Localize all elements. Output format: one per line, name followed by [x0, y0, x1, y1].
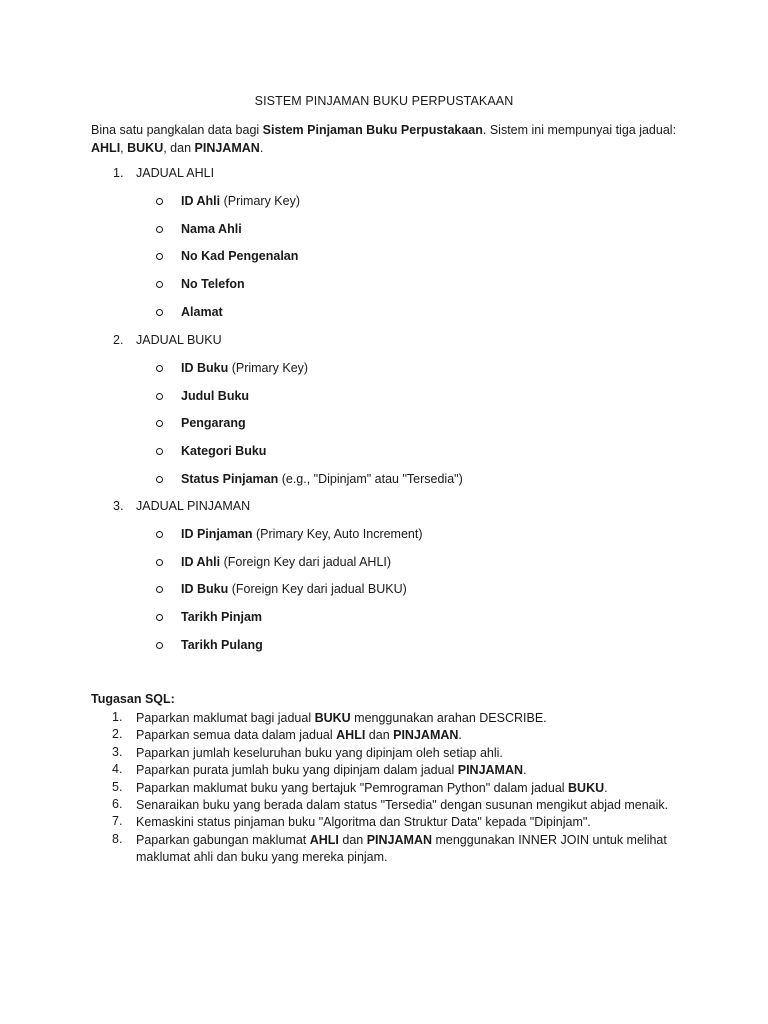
field-name: ID Buku [181, 361, 229, 375]
field-item [0, 472, 768, 490]
field-item [0, 249, 768, 267]
intro-bold-buku: BUKU [127, 141, 164, 155]
circle-bullet-icon [156, 448, 163, 455]
field-name: No Kad Pengenalan [181, 249, 299, 264]
circle-bullet-icon [156, 393, 163, 400]
field-item [0, 610, 768, 628]
field-note: (Foreign Key dari jadual BUKU) [228, 582, 407, 597]
task-text [136, 814, 696, 832]
field-name: Kategori Buku [181, 444, 267, 459]
field-item [0, 582, 768, 600]
task-text [136, 710, 696, 728]
intro-text: , dan [163, 141, 195, 155]
section-number: 2. [113, 333, 124, 347]
document-title: SISTEM PINJAMAN BUKU PERPUSTAKAAN [254, 94, 514, 108]
task-text [136, 727, 696, 745]
field-item [0, 638, 768, 656]
task-text [136, 762, 696, 780]
task-number: 7. [112, 814, 123, 829]
task-text-part: menggunakan INNER JOIN untuk melihat maklumat ahli dan buku yang mereka pinjam. [136, 832, 667, 865]
field-item [0, 389, 768, 407]
intro-text: . [259, 141, 264, 155]
circle-bullet-icon [156, 476, 163, 483]
intro-text: . Sistem ini mempunyai tiga jadual: [482, 123, 677, 137]
field-text [181, 305, 223, 319]
task-text-part: dan [338, 832, 367, 847]
task-text [136, 745, 696, 763]
field-text [181, 555, 391, 569]
field-text [181, 610, 262, 624]
task-text-part: Senaraikan buku yang berada dalam status "Tersedia" dengan susunan mengikut abjad menaik. [136, 798, 669, 812]
task-bold-term: PINJAMAN [393, 728, 459, 743]
field-item [0, 361, 768, 379]
field-text [181, 444, 266, 458]
field-name: ID Pinjaman [181, 527, 253, 541]
circle-bullet-icon [156, 281, 163, 288]
field-text [181, 361, 308, 375]
field-text [181, 582, 407, 596]
task-text-part: Paparkan jumlah keseluruhan buku yang dipinjam oleh setiap ahli. [136, 745, 503, 760]
field-text [181, 638, 263, 652]
task-text-part: . [458, 728, 462, 743]
circle-bullet-icon [156, 586, 163, 593]
intro-bold-system: Sistem Pinjaman Buku Perpustakaan [262, 123, 483, 137]
field-item [0, 222, 768, 240]
field-text [181, 389, 249, 403]
task-number: 3. [112, 744, 123, 759]
intro-bold-ahli: AHLI [91, 141, 121, 155]
tasks-heading: Tugasan SQL: [91, 692, 175, 706]
field-text [181, 249, 298, 263]
task-text-part: Paparkan gabungan maklumat [136, 832, 310, 847]
task-text [136, 832, 676, 867]
field-name: ID Buku [181, 582, 229, 597]
intro-text: Bina satu pangkalan data bagi [91, 123, 263, 137]
task-bold-term: PINJAMAN [457, 763, 524, 778]
section-header [0, 166, 768, 184]
task-bold-term: AHLI [309, 832, 339, 847]
circle-bullet-icon [156, 614, 163, 621]
field-name: ID Ahli [181, 554, 221, 569]
task-text-part: . [523, 763, 527, 778]
circle-bullet-icon [156, 642, 163, 649]
section-label: JADUAL BUKU [136, 333, 222, 347]
task-text-part: Paparkan purata jumlah buku yang dipinjam dalam jadual [136, 763, 458, 778]
section-header [0, 499, 768, 517]
field-text [181, 472, 463, 486]
field-item [0, 444, 768, 462]
field-name: Judul Buku [181, 388, 250, 403]
task-bold-term: BUKU [314, 711, 351, 725]
section-number: 1. [113, 166, 124, 180]
intro-paragraph [91, 121, 681, 157]
field-name: Nama Ahli [181, 221, 242, 236]
circle-bullet-icon [156, 420, 163, 427]
field-item [0, 305, 768, 323]
field-name: Pengarang [181, 416, 246, 431]
task-number: 4. [112, 762, 123, 777]
task-number: 6. [112, 797, 123, 811]
field-text [181, 527, 423, 541]
field-name: Tarikh Pulang [181, 637, 263, 652]
circle-bullet-icon [156, 198, 163, 205]
field-text [181, 277, 245, 291]
circle-bullet-icon [156, 226, 163, 233]
circle-bullet-icon [156, 253, 163, 260]
field-name: Tarikh Pinjam [181, 610, 263, 625]
task-text-part: . [604, 780, 608, 795]
circle-bullet-icon [156, 531, 163, 538]
task-text-part: menggunakan arahan DESCRIBE. [350, 711, 547, 725]
field-name: ID Ahli [181, 194, 221, 208]
field-note: (Primary Key) [220, 194, 300, 208]
task-bold-term: BUKU [568, 780, 605, 795]
task-text [136, 780, 696, 798]
field-note: (e.g., "Dipinjam" atau "Tersedia") [278, 471, 463, 486]
task-bold-term: PINJAMAN [366, 832, 433, 847]
field-name: Alamat [181, 304, 223, 319]
field-item [0, 194, 768, 212]
task-text-part: Paparkan semua data dalam jadual [136, 728, 337, 743]
circle-bullet-icon [156, 365, 163, 372]
section-number: 3. [113, 499, 124, 513]
field-text [181, 416, 246, 430]
task-text-part: Kemaskini status pinjaman buku "Algoritma dan Struktur Data" kepada "Dipinjam". [136, 815, 591, 830]
intro-text: , [120, 141, 128, 155]
section-label: JADUAL PINJAMAN [136, 499, 251, 513]
task-text [136, 797, 696, 815]
task-text-part: Paparkan maklumat bagi jadual [136, 711, 315, 725]
section-header [0, 333, 768, 351]
task-number: 5. [112, 779, 123, 794]
field-item [0, 277, 768, 295]
task-number: 2. [112, 727, 123, 742]
field-note: (Primary Key, Auto Increment) [252, 527, 423, 541]
task-number: 1. [112, 710, 123, 724]
circle-bullet-icon [156, 559, 163, 566]
section-label: JADUAL AHLI [136, 166, 215, 180]
task-number: 8. [112, 831, 123, 846]
intro-bold-pinjaman: PINJAMAN [194, 141, 260, 155]
task-bold-term: AHLI [336, 728, 366, 743]
field-item [0, 527, 768, 545]
field-note: (Primary Key) [228, 361, 309, 375]
task-text-part: dan [365, 728, 394, 743]
field-name: No Telefon [181, 277, 245, 292]
circle-bullet-icon [156, 309, 163, 316]
field-text [181, 222, 242, 236]
field-name: Status Pinjaman [181, 471, 279, 486]
field-note: (Foreign Key dari jadual AHLI) [220, 554, 392, 569]
task-text-part: Paparkan maklumat buku yang bertajuk "Pemrograman Python" dalam jadual [136, 780, 569, 795]
field-text [181, 194, 300, 208]
field-item [0, 555, 768, 573]
field-item [0, 416, 768, 434]
